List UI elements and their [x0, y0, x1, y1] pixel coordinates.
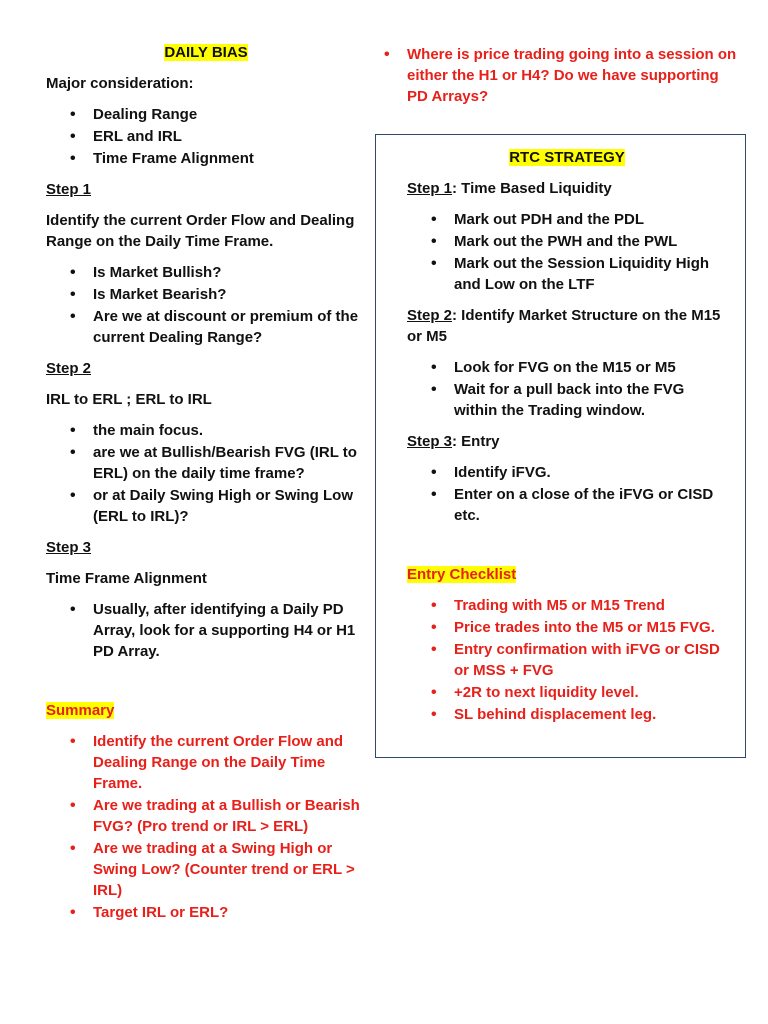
- list-item: • Mark out the Session Liquidity High and Low on the LTF: [407, 253, 727, 295]
- daily-bias-title-row: [46, 42, 366, 63]
- list-item: • Time Frame Alignment: [46, 148, 366, 169]
- rtc-step3-text: : Entry: [452, 433, 500, 450]
- list-item: • Usually, after identifying a Daily PD Array, look for a supporting H4 or H1 PD Array.: [46, 599, 366, 662]
- major-consideration-label: Major consideration:: [46, 75, 194, 92]
- list-item: • Are we trading at a Swing High or Swing Low? (Counter trend or ERL > IRL): [46, 838, 366, 901]
- rtc-step2-list: [407, 357, 727, 421]
- entry-checklist-title: Entry Checklist: [407, 566, 517, 583]
- major-consideration-list: [46, 104, 366, 169]
- list-item: • Are we at discount or premium of the current Dealing Range?: [46, 306, 366, 348]
- list-item: • Target IRL or ERL?: [46, 902, 366, 923]
- daily-bias-column: [46, 42, 366, 924]
- list-item: • Enter on a close of the iFVG or CISD etc.: [407, 484, 727, 526]
- list-item: • Mark out PDH and the PDL: [407, 209, 727, 230]
- rtc-step3-list: [407, 462, 727, 526]
- session-question-list: [360, 44, 737, 107]
- summary-title: Summary: [46, 702, 115, 719]
- summary-title-row: [46, 700, 366, 721]
- step3-heading: Step 3: [46, 539, 92, 556]
- list-item: • SL behind displacement leg.: [407, 704, 727, 725]
- step2-heading: Step 2: [46, 360, 92, 377]
- list-item: • Where is price trading going into a session on either the H1 or H4? Do we have supporting PD Arrays?: [360, 44, 737, 107]
- list-item: • Price trades into the M5 or M15 FVG.: [407, 617, 727, 638]
- step1-heading: Step 1: [46, 181, 92, 198]
- list-item: • Identify the current Order Flow and Dealing Range on the Daily Time Frame.: [46, 731, 366, 794]
- step2-list: [46, 420, 366, 527]
- summary-list: [46, 731, 366, 923]
- rtc-title-row: [407, 147, 727, 168]
- rtc-title: RTC STRATEGY: [509, 149, 625, 166]
- entry-checklist-list: [407, 595, 727, 725]
- list-item: • the main focus.: [46, 420, 366, 441]
- rtc-step1-heading: Step 1: [407, 180, 453, 197]
- list-item: • Is Market Bullish?: [46, 262, 366, 283]
- list-item: • are we at Bullish/Bearish FVG (IRL to ERL) on the daily time frame?: [46, 442, 366, 484]
- rtc-step1-list: [407, 209, 727, 295]
- list-item: • Dealing Range: [46, 104, 366, 125]
- step1-text: Identify the current Order Flow and Dealing Range on the Daily Time Frame.: [46, 212, 355, 250]
- list-item: • Are we trading at a Bullish or Bearish FVG? (Pro trend or IRL > ERL): [46, 795, 366, 837]
- step1-list: [46, 262, 366, 348]
- rtc-step3: [407, 431, 727, 452]
- rtc-step3-heading: Step 3: [407, 433, 453, 450]
- rtc-step2: [407, 305, 727, 347]
- list-item: • Trading with M5 or M15 Trend: [407, 595, 727, 616]
- list-item: • Wait for a pull back into the FVG within the Trading window.: [407, 379, 727, 421]
- entry-checklist-title-row: [407, 564, 727, 585]
- rtc-strategy-box: [375, 134, 746, 758]
- step3-text: Time Frame Alignment: [46, 570, 207, 587]
- step3-list: [46, 599, 366, 662]
- step2-text: IRL to ERL ; ERL to IRL: [46, 391, 212, 408]
- list-item: • Entry confirmation with iFVG or CISD or MSS + FVG: [407, 639, 727, 681]
- rtc-step2-heading: Step 2: [407, 307, 453, 324]
- list-item: • Identify iFVG.: [407, 462, 727, 483]
- list-item: • Is Market Bearish?: [46, 284, 366, 305]
- list-item: • +2R to next liquidity level.: [407, 682, 727, 703]
- list-item: • Mark out the PWH and the PWL: [407, 231, 727, 252]
- list-item: • ERL and IRL: [46, 126, 366, 147]
- daily-bias-title: DAILY BIAS: [164, 44, 248, 61]
- list-item: • Look for FVG on the M15 or M5: [407, 357, 727, 378]
- rtc-step1-text: : Time Based Liquidity: [452, 180, 612, 197]
- session-question: [407, 44, 737, 108]
- rtc-step1: [407, 178, 727, 199]
- rtc-strategy-content: [407, 147, 727, 726]
- rtc-step2-text: : Identify Market Structure on the M15 or M5: [407, 307, 721, 345]
- list-item: • or at Daily Swing High or Swing Low (ERL to IRL)?: [46, 485, 366, 527]
